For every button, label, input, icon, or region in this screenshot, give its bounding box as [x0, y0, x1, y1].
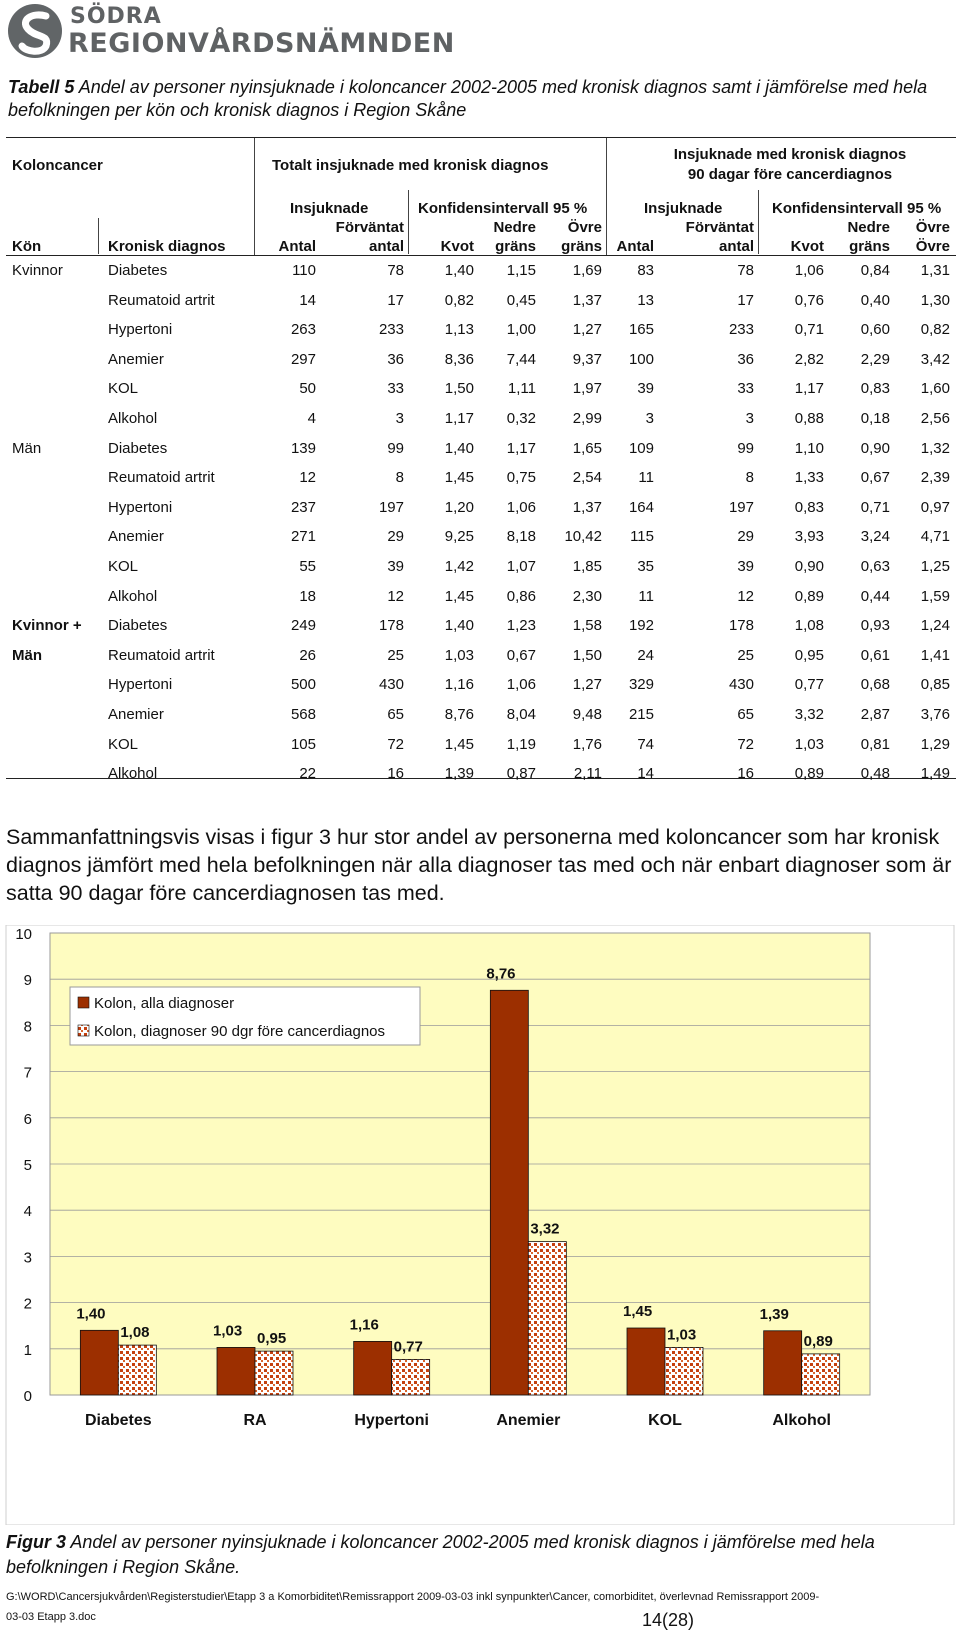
cell-value: 7,44: [506, 350, 536, 368]
cell-value: 192: [628, 617, 654, 635]
cell-value: 22: [299, 765, 316, 783]
cell-diagnosis: Diabetes: [108, 617, 168, 635]
cell-value: 568: [290, 706, 316, 723]
cell-value: 2,54: [572, 469, 602, 487]
cell-value: 4: [307, 410, 316, 427]
table-caption-text: Andel av personer nyinsjuknade i koloncancer 2002-2005 med kronisk diagnos samt i jämförelse med hela befolkningen per kön och kronisk diagnos i Region Skåne: [8, 77, 928, 120]
bar-all-kol: [627, 1328, 665, 1395]
cell-value: 215: [628, 706, 654, 723]
cell-diagnosis: Anemier: [108, 706, 164, 723]
cell-value: 430: [378, 676, 404, 694]
cell-value: 2,29: [860, 350, 890, 368]
cell-value: 13: [637, 291, 654, 309]
cell-value: 8,76: [444, 706, 474, 723]
header-ovre-1: Övre: [567, 219, 602, 236]
cell-value: 83: [637, 262, 654, 279]
cell-value: 24: [637, 646, 654, 664]
cell-value: 14: [637, 765, 654, 783]
footer-file-path: [6, 1590, 956, 1624]
cell-value: 0,67: [506, 646, 536, 664]
y-tick-label: 9: [23, 972, 32, 990]
logo-line1: SÖDRA: [70, 4, 162, 29]
x-tick-label: RA: [243, 1412, 267, 1429]
cell-diagnosis: KOL: [108, 380, 139, 398]
y-tick-label: 4: [23, 1203, 32, 1221]
cell-value: 0,32: [506, 410, 536, 427]
cell-value: 1,97: [572, 380, 602, 398]
cell-value: 99: [737, 439, 754, 457]
cell-value: 249: [290, 617, 316, 635]
cell-value: 36: [737, 350, 754, 368]
figure-caption: [6, 1530, 956, 1580]
x-tick-label: Diabetes: [84, 1412, 152, 1429]
footer-path-line2: 03-03 Etapp 3.doc: [6, 1611, 96, 1623]
header-nedre-grans-1: gräns: [495, 238, 536, 255]
cell-value: 0,90: [794, 558, 824, 575]
cell-value: 3,24: [860, 528, 890, 546]
cell-value: 1,07: [506, 558, 536, 575]
cell-value: 1,20: [444, 498, 474, 516]
cell-value: 16: [737, 765, 754, 783]
cell-value: 1,17: [444, 410, 474, 427]
cell-value: 1,65: [572, 439, 602, 457]
cell-value: 1,45: [444, 587, 474, 605]
x-tick-label: Hypertoni: [354, 1412, 430, 1429]
cell-value: 1,24: [920, 617, 950, 635]
cell-value: 1,33: [794, 469, 824, 487]
bar-all-alkohol: [764, 1331, 802, 1395]
header-nedre-1: Nedre: [493, 219, 536, 236]
logo-mark-icon: [6, 2, 66, 60]
cell-value: 1,29: [920, 735, 950, 753]
cell-value: 8: [745, 469, 754, 487]
cell-value: 1,45: [444, 469, 474, 487]
cell-value: 1,08: [794, 617, 824, 635]
header-insjuknade-1: Insjuknade: [290, 200, 369, 217]
cell-value: 1,16: [444, 676, 474, 694]
col-divider: [408, 190, 409, 254]
x-tick-label: Alkohol: [772, 1412, 832, 1429]
cell-value: 25: [387, 646, 404, 664]
cell-value: 0,63: [860, 558, 890, 575]
logo-line2: REGIONVÅRDSNÄMNDEN: [68, 28, 455, 59]
cell-value: 99: [387, 439, 404, 457]
cell-value: 1,76: [572, 735, 602, 753]
cell-value: 0,88: [794, 410, 824, 427]
x-tick-label: Anemier: [496, 1412, 561, 1429]
cell-value: 12: [387, 587, 404, 605]
y-tick-label: 10: [15, 926, 32, 943]
cell-value: 17: [737, 291, 754, 309]
cell-value: 329: [628, 676, 654, 694]
cell-value: 0,61: [860, 646, 890, 664]
data-label: 3,32: [530, 1220, 560, 1238]
cell-value: 1,37: [572, 498, 602, 516]
cell-value: 197: [378, 498, 404, 516]
cell-value: 237: [290, 498, 316, 516]
header-nedre-2: Nedre: [847, 219, 890, 236]
cell-value: 0,82: [444, 291, 474, 309]
cell-value: 0,93: [860, 617, 890, 635]
bar-90d-alkohol: [802, 1354, 840, 1395]
cell-value: 0,97: [920, 498, 950, 516]
cell-value: 1,58: [572, 617, 602, 635]
logo: [6, 2, 455, 62]
cell-value: 233: [728, 321, 754, 339]
cell-value: 3,32: [794, 706, 824, 723]
cell-value: 33: [387, 380, 404, 398]
cell-value: 500: [290, 676, 316, 694]
cell-value: 1,06: [506, 676, 536, 694]
bar-all-anemier: [490, 990, 528, 1395]
cell-value: 0,60: [860, 321, 890, 339]
cell-value: 18: [299, 587, 316, 605]
bar-all-ra: [217, 1347, 255, 1395]
cell-value: 1,60: [920, 380, 950, 398]
cell-value: 178: [378, 617, 404, 635]
cell-value: 0,71: [860, 498, 890, 516]
cell-value: 0,89: [794, 765, 824, 783]
cell-value: 2,99: [572, 410, 602, 427]
cell-value: 72: [387, 735, 404, 753]
cell-value: 1,69: [572, 262, 602, 279]
cell-value: 0,44: [860, 587, 890, 605]
cell-value: 1,50: [572, 646, 602, 664]
data-label: 1,08: [120, 1324, 150, 1342]
header-totalt: Totalt insjuknade med kronisk diagnos: [272, 157, 549, 174]
cell-value: 3: [745, 410, 754, 427]
cell-value: 0,87: [506, 765, 536, 783]
cell-value: 165: [628, 321, 654, 339]
legend-swatch: [78, 1025, 89, 1036]
cell-value: 100: [628, 350, 654, 368]
cell-value: 1,40: [444, 617, 474, 635]
cell-value: 164: [628, 498, 654, 516]
cell-value: 0,89: [794, 587, 824, 605]
cell-diagnosis: Alkohol: [108, 765, 158, 783]
cell-value: 0,82: [920, 321, 950, 339]
cell-value: 9,25: [444, 528, 474, 546]
y-tick-label: 2: [23, 1295, 32, 1313]
cell-diagnosis: Alkohol: [108, 410, 158, 427]
cell-value: 2,87: [860, 706, 890, 723]
data-label: 0,89: [803, 1332, 833, 1350]
y-tick-label: 6: [23, 1110, 32, 1128]
cell-value: 1,32: [920, 439, 950, 457]
data-label: 1,40: [76, 1305, 106, 1323]
cell-value: 0,18: [860, 410, 890, 427]
cell-value: 72: [737, 735, 754, 753]
header-forvantat-2: Förväntat: [685, 219, 754, 236]
cell-value: 0,75: [506, 469, 536, 487]
cell-value: 1,42: [444, 558, 474, 575]
cell-value: 12: [299, 469, 316, 487]
cell-value: 1,03: [444, 646, 474, 664]
data-label: 1,45: [623, 1303, 653, 1321]
cell-diagnosis: Hypertoni: [108, 498, 173, 516]
cell-value: 4,71: [920, 528, 950, 546]
cell-value: 3,76: [920, 706, 950, 723]
cell-value: 0,40: [860, 291, 890, 309]
cell-value: 1,45: [444, 735, 474, 753]
cell-value: 0,67: [860, 469, 890, 487]
cell-value: 1,27: [572, 676, 602, 694]
cell-value: 65: [387, 706, 404, 723]
cell-value: 1,15: [506, 262, 536, 279]
header-ovre-2: Övre: [915, 219, 950, 236]
cell-value: 297: [290, 350, 316, 368]
cell-value: 1,49: [920, 765, 950, 783]
bar-90d-anemier: [528, 1242, 566, 1395]
data-label: 1,39: [759, 1305, 789, 1323]
bar-90d-kol: [665, 1347, 703, 1395]
figure-caption-label: Figur 3: [6, 1532, 67, 1552]
cell-value: 0,45: [506, 291, 536, 309]
cell-value: 2,56: [920, 410, 950, 427]
header-90-line1: Insjuknade med kronisk diagnos: [673, 146, 907, 163]
bar-all-diabetes: [80, 1330, 118, 1395]
data-label: 0,95: [257, 1330, 287, 1348]
bar-all-hypertoni: [354, 1341, 392, 1395]
header-90-line2: 90 dagar före cancerdiagnos: [687, 166, 893, 183]
group-label: Män: [12, 439, 42, 457]
cell-value: 2,39: [920, 469, 950, 487]
cell-value: 0,90: [860, 439, 890, 457]
cell-value: 3: [645, 410, 654, 427]
cell-value: 1,19: [506, 735, 536, 753]
cell-value: 78: [387, 262, 404, 279]
cell-value: 1,27: [572, 321, 602, 339]
cell-value: 263: [290, 321, 316, 339]
cell-value: 1,30: [920, 291, 950, 309]
cell-value: 78: [737, 262, 754, 279]
legend-label: Kolon, diagnoser 90 dgr före cancerdiagnos: [94, 1023, 386, 1040]
legend-label: Kolon, alla diagnoser: [94, 995, 235, 1012]
cell-value: 0,83: [794, 498, 824, 516]
header-konfidens-2: Konfidensintervall 95 %: [772, 200, 942, 217]
cell-value: 3,93: [794, 528, 824, 546]
cell-value: 50: [299, 380, 316, 398]
cell-value: 0,95: [794, 646, 824, 664]
cell-value: 17: [387, 291, 404, 309]
cell-diagnosis: KOL: [108, 558, 139, 575]
cell-value: 8,18: [506, 528, 536, 546]
cell-value: 1,06: [506, 498, 536, 516]
table-caption: [8, 76, 948, 122]
cell-value: 1,11: [507, 380, 536, 398]
y-tick-label: 0: [23, 1388, 32, 1405]
cell-value: 8: [395, 469, 404, 487]
cell-diagnosis: Anemier: [108, 350, 164, 368]
cell-diagnosis: Diabetes: [108, 262, 168, 279]
cell-diagnosis: KOL: [108, 735, 139, 753]
header-konfidens-1: Konfidensintervall 95 %: [418, 200, 588, 217]
cell-value: 29: [737, 528, 754, 546]
cell-diagnosis: Alkohol: [108, 587, 158, 605]
header-forv-antal-1: antal: [368, 238, 404, 255]
cell-value: 74: [637, 735, 654, 753]
cell-value: 0,76: [794, 291, 824, 309]
cell-value: 35: [637, 558, 654, 575]
y-tick-label: 5: [23, 1157, 32, 1174]
cell-value: 105: [290, 735, 316, 753]
cell-value: 271: [290, 528, 316, 546]
cell-value: 9,37: [572, 350, 602, 368]
cell-value: 197: [728, 498, 754, 516]
cell-value: 1,23: [506, 617, 536, 635]
header-kvot-2: Kvot: [790, 238, 824, 255]
cell-value: 39: [387, 558, 404, 575]
cell-value: 0,84: [860, 262, 890, 279]
cell-diagnosis: Hypertoni: [108, 321, 173, 339]
cell-value: 139: [290, 439, 316, 457]
cell-value: 109: [628, 439, 654, 457]
cell-value: 39: [737, 558, 754, 575]
cell-value: 1,41: [920, 646, 950, 664]
cell-value: 1,10: [794, 439, 824, 457]
cell-value: 1,39: [444, 765, 474, 783]
cell-value: 36: [387, 350, 404, 368]
header-insjuknade-2: Insjuknade: [644, 200, 723, 217]
cell-value: 14: [299, 291, 316, 309]
cell-value: 1,31: [920, 262, 950, 279]
cell-diagnosis: Reumatoid artrit: [108, 469, 215, 487]
cell-value: 8,36: [444, 350, 474, 368]
y-tick-label: 1: [23, 1341, 32, 1359]
cell-value: 33: [737, 380, 754, 398]
cell-value: 1,13: [444, 321, 474, 339]
cell-value: 1,40: [444, 262, 474, 279]
cell-value: 1,59: [920, 587, 950, 605]
cell-value: 16: [387, 765, 404, 783]
cell-value: 0,48: [860, 765, 890, 783]
cell-value: 178: [728, 617, 754, 635]
cell-value: 3,42: [920, 350, 950, 368]
cell-value: 1,50: [444, 380, 474, 398]
bar-90d-hypertoni: [392, 1359, 430, 1395]
table-top-rule: [6, 137, 956, 138]
cell-value: 29: [387, 528, 404, 546]
cell-value: 0,81: [860, 735, 890, 753]
chart-legend: [70, 987, 420, 1045]
cell-diagnosis: Anemier: [108, 528, 164, 546]
data-label: 1,03: [213, 1322, 243, 1340]
cell-value: 11: [638, 469, 654, 487]
header-ovre-grans-2: Övre: [915, 238, 950, 255]
data-label: 0,77: [393, 1338, 423, 1356]
header-ovre-grans-1: gräns: [561, 238, 602, 255]
cell-value: 12: [737, 587, 754, 605]
data-label: 8,76: [486, 965, 516, 983]
cell-value: 1,03: [794, 735, 824, 753]
col-divider: [606, 138, 607, 255]
cell-value: 0,77: [794, 676, 824, 694]
header-kronisk: Kronisk diagnos: [108, 238, 226, 255]
cell-diagnosis: Diabetes: [108, 439, 168, 457]
y-tick-label: 7: [23, 1064, 32, 1082]
cell-value: 0,85: [920, 676, 950, 694]
group-label: Kvinnor +: [12, 617, 82, 635]
cell-diagnosis: Reumatoid artrit: [108, 646, 215, 664]
cell-value: 10,42: [564, 528, 602, 546]
cell-value: 2,30: [572, 587, 602, 605]
figure-caption-text: Andel av personer nyinsjuknade i koloncancer 2002-2005 med kronisk diagnos i jämförelse med hela befolkningen i Region Skåne.: [6, 1532, 875, 1577]
header-forvantat-1: Förväntat: [335, 219, 404, 236]
x-tick-label: KOL: [648, 1412, 682, 1429]
cell-value: 2,11: [573, 765, 602, 783]
cell-value: 1,17: [794, 380, 824, 398]
cell-value: 9,48: [572, 706, 602, 723]
cell-value: 2,82: [794, 350, 824, 368]
cell-value: 1,40: [444, 439, 474, 457]
col-divider: [254, 138, 255, 255]
cell-value: 55: [299, 558, 316, 575]
cell-value: 1,37: [572, 291, 602, 309]
header-kvot-1: Kvot: [440, 238, 474, 255]
header-nedre-grans-2: gräns: [849, 238, 890, 255]
cell-value: 233: [378, 321, 404, 339]
header-antal-2: Antal: [616, 238, 654, 255]
y-tick-label: 3: [23, 1249, 32, 1267]
page-number: 14(28): [642, 1610, 695, 1630]
cell-value: 0,71: [794, 321, 824, 339]
cell-value: 1,00: [506, 321, 536, 339]
header-antal-1: Antal: [278, 238, 316, 255]
cell-value: 430: [728, 676, 754, 694]
col-divider: [98, 218, 99, 254]
cell-value: 0,86: [506, 587, 536, 605]
cell-value: 3: [395, 410, 404, 427]
cell-value: 1,25: [920, 558, 950, 575]
cell-value: 26: [299, 646, 316, 664]
cell-value: 1,85: [572, 558, 602, 575]
cell-diagnosis: Reumatoid artrit: [108, 291, 215, 309]
cell-value: 0,83: [860, 380, 890, 398]
summary-paragraph: Sammanfattningsvis visas i figur 3 hur stor andel av personerna med koloncancer som har kronisk diagnos jämfört med hela befolkningen när alla diagnoser tas med och när enbart diagnoser som är satta 90 dagar före cancerdiagnosen tas med.: [6, 825, 952, 905]
group-label: Kvinnor: [12, 262, 63, 279]
cell-value: 65: [737, 706, 754, 723]
header-koloncancer: Koloncancer: [12, 157, 103, 174]
cell-value: 25: [737, 646, 754, 664]
cell-value: 11: [638, 587, 654, 605]
bar-90d-ra: [255, 1351, 293, 1395]
col-divider: [758, 190, 759, 254]
cell-value: 110: [292, 262, 316, 279]
bar-chart: [0, 925, 960, 1525]
table-caption-label: Tabell 5: [8, 77, 75, 97]
cell-value: 1,17: [506, 439, 536, 457]
group-label-line2: Män: [12, 646, 42, 664]
footer-path-line1: G:\WORD\Cancersjukvården\Registerstudier\Etapp 3 a Komorbiditet\Remissrapport 2009-03-03 inkl synpunkter\Cancer, comorbiditet, överlevnad Remissrapport 2009-: [6, 1591, 820, 1603]
header-forv-antal-2: antal: [718, 238, 754, 255]
cell-value: 39: [637, 380, 654, 398]
data-label: 1,16: [349, 1316, 379, 1334]
cell-value: 115: [630, 528, 654, 546]
bar-90d-diabetes: [118, 1345, 156, 1395]
cell-diagnosis: Hypertoni: [108, 676, 173, 694]
header-kon: Kön: [12, 238, 42, 255]
legend-swatch: [78, 997, 89, 1008]
data-label: 1,03: [667, 1326, 697, 1344]
cell-value: 1,06: [794, 262, 824, 279]
cell-value: 8,04: [506, 706, 536, 723]
y-tick-label: 8: [23, 1018, 32, 1036]
cell-value: 0,68: [860, 676, 890, 694]
